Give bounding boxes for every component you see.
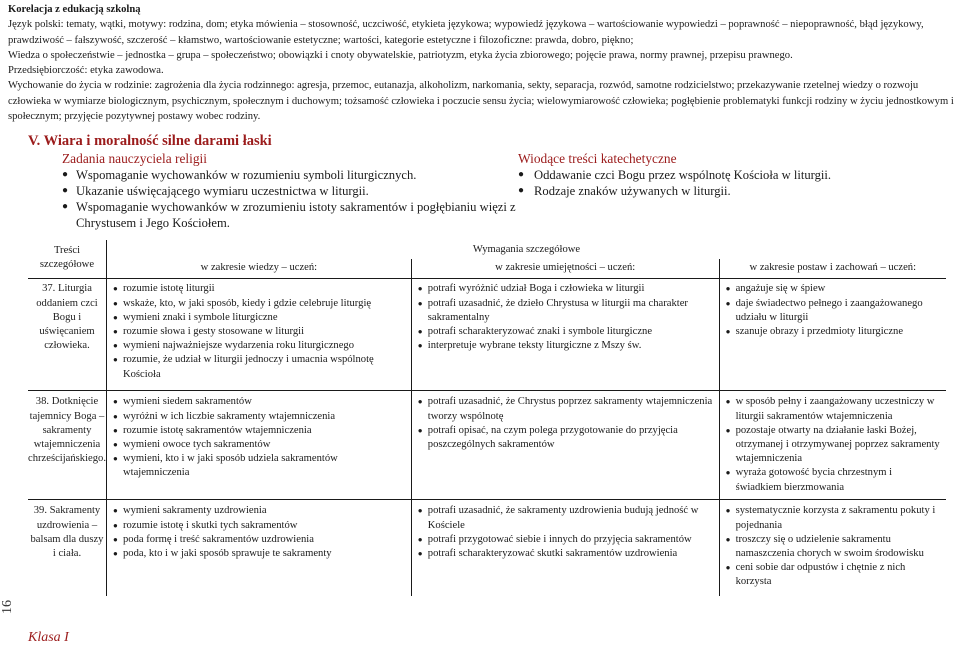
- topic-header: [28, 240, 106, 279]
- list-item: ● rozumie, że udział w liturgii jednoczy i umacnia wspólnotę Kościoła: [113, 353, 405, 381]
- section-columns: [28, 150, 948, 231]
- table-header-row-2: [28, 259, 946, 279]
- list-item: ● wyróżni w ich liczbie sakramenty wtajemniczenia: [113, 410, 405, 424]
- attitudes-list: [726, 395, 940, 494]
- section-title: V. Wiara i moralność silne darami łaski: [28, 133, 272, 149]
- list-item: ● interpretuje wybrane teksty liturgiczne z Mszy św.: [418, 339, 713, 353]
- enterprise-correlation: Przedsiębiorczość: etyka zawodowa.: [8, 65, 164, 77]
- topic-text: 37. Liturgia oddaniem czci Bogu i uświęcaniem człowieka.: [36, 283, 98, 352]
- list-item: ● wymieni znaki i symbole liturgiczne: [113, 311, 405, 325]
- list-item: ● potrafi scharakteryzować skutki sakramentów uzdrowienia: [418, 547, 713, 561]
- list-item: ● pozostaje otwarty na działanie łaski Bożej, otrzymanej i otrzymywanej poprzez sakramenty wtajemniczenia: [726, 424, 940, 467]
- topic-text: 39. Sakramenty uzdrowienia – balsam dla duszy i ciała.: [30, 505, 104, 560]
- list-item: ● systematycznie korzysta z sakramentu pokuty i pojednania: [726, 504, 940, 532]
- attitudes-header: w zakresie postaw i zachowań – uczeń:: [719, 259, 946, 279]
- topic-cell: [28, 279, 106, 391]
- table-row: [28, 391, 946, 500]
- table-row: [28, 279, 946, 391]
- knowledge-list: [113, 504, 405, 561]
- knowledge-header: w zakresie wiedzy – uczeń:: [106, 259, 411, 279]
- tasks-column: [28, 150, 518, 231]
- skills-cell: [411, 500, 719, 597]
- knowledge-cell: [106, 500, 411, 597]
- list-item: ● potrafi uzasadnić, że Chrystus poprzez sakramenty wtajemniczenia tworzy wspólnotę: [418, 395, 713, 423]
- skills-header: w zakresie umiejętności – uczeń:: [411, 259, 719, 279]
- list-item: ● angażuje się w śpiew: [726, 282, 940, 296]
- attitudes-list: [726, 504, 940, 589]
- correlation-block: [8, 2, 958, 124]
- list-item: ● szanuje obrazy i przedmioty liturgiczne: [726, 325, 940, 339]
- list-item: ● troszczy się o udzielenie sakramentu namaszczenia chorych w swoim środowisku: [726, 533, 940, 561]
- tasks-heading: Zadania nauczyciela religii: [62, 151, 207, 166]
- list-item: ● wymieni sakramenty uzdrowienia: [113, 504, 405, 518]
- contents-column: [518, 150, 948, 231]
- table-header-row-1: [28, 240, 946, 259]
- topic-text: 38. Dotknięcie tajemnicy Boga – sakramenty wtajemniczenia chrześcijańskiego.: [28, 396, 106, 465]
- list-item: ● wymieni siedem sakramentów: [113, 395, 405, 409]
- list-item: ● rozumie istotę liturgii: [113, 282, 405, 296]
- knowledge-list: [113, 395, 405, 480]
- class-label: Klasa I: [28, 630, 69, 645]
- attitudes-cell: [719, 279, 946, 391]
- list-item: ● ceni sobie dar odpustów i chętnie z nich korzysta: [726, 561, 940, 589]
- skills-list: [418, 282, 713, 353]
- contents-heading: Wiodące treści katechetyczne: [518, 151, 677, 166]
- page-number: 16: [0, 600, 15, 614]
- list-item: ● poda formę i treść sakramentów uzdrowienia: [113, 533, 405, 547]
- task-item: ● Wspomaganie wychowanków w rozumieniu symboli liturgicznych.: [62, 167, 518, 183]
- requirements-table: [28, 240, 946, 596]
- list-item: ● w sposób pełny i zaangażowany uczestniczy w liturgii sakramentów wtajemniczenia: [726, 395, 940, 423]
- family-correlation: Wychowanie do życia w rodzinie: zagrożenia dla życia rodzinnego: agresja, przemoc, eutanazja, alkoholizm, narkomania, sekty, separacja, rozwód, samotne rodzicielstwo; przekazywanie rzetelnej wiedzy o rozwoju człowieka w wymiarze biologicznym, psychicznym, społecznym i duchowym; tożsamość człowieka i poczucie sensu życia; wielowymiarowość człowieka; pogłębienie problematyki funkcji rodziny w życiu jednostkowym i społecznym; przyjęcie pozytywnej postawy wobec rodziny.: [8, 80, 954, 123]
- list-item: ● daje świadectwo pełnego i zaangażowanego udziału w liturgii: [726, 297, 940, 325]
- list-item: ● potrafi uzasadnić, że sakramenty uzdrowienia budują jedność w Kościele: [418, 504, 713, 532]
- topic-cell: [28, 391, 106, 500]
- list-item: ● wymieni najważniejsze wydarzenia roku liturgicznego: [113, 339, 405, 353]
- list-item: ● potrafi opisać, na czym polega przygotowanie do przyjęcia poszczególnych sakramentów: [418, 424, 713, 452]
- knowledge-cell: [106, 391, 411, 500]
- list-item: ● potrafi scharakteryzować znaki i symbole liturgiczne: [418, 325, 713, 339]
- topic-cell: [28, 500, 106, 597]
- knowledge-list: [113, 282, 405, 381]
- list-item: ● rozumie istotę i skutki tych sakramentów: [113, 519, 405, 533]
- correlation-title: Korelacja z edukacją szkolną: [8, 4, 141, 15]
- attitudes-cell: [719, 391, 946, 500]
- skills-list: [418, 504, 713, 561]
- list-item: ● wyraża gotowość bycia chrzestnym i świadkiem bierzmowania: [726, 466, 940, 494]
- skills-cell: [411, 391, 719, 500]
- skills-list: [418, 395, 713, 452]
- requirements-header: Wymagania szczegółowe: [106, 240, 946, 259]
- list-item: ● wymieni owoce tych sakramentów: [113, 438, 405, 452]
- society-correlation: Wiedza o społeczeństwie – jednostka – grupa – społeczeństwo; obowiązki i cnoty obywatelskie, patriotyzm, etyka życia zbiorowego; pojęcie prawa, normy prawnej, przepisu prawnego.: [8, 49, 793, 61]
- section-block: [28, 133, 948, 231]
- polish-correlation: Język polski: tematy, wątki, motywy: rodzina, dom; etyka mówienia – stosowność, uczciwość, etykieta językowa; wypowiedź językowa – wartościowanie wypowiedzi – poprawność – niepoprawność, błąd językowy, prawdziwość – fałszywość, szczerość – kłamstwo, wartościowanie estetyczne; wartości, kategorie estetyczne i filozoficzne: prawda, dobro, piękno;: [8, 19, 924, 46]
- attitudes-cell: [719, 500, 946, 597]
- list-item: ● rozumie słowa i gesty stosowane w liturgii: [113, 325, 405, 339]
- content-item: ● Oddawanie czci Bogu przez wspólnotę Kościoła w liturgii.: [518, 167, 948, 183]
- list-item: ● wskaże, kto, w jaki sposób, kiedy i gdzie celebruje liturgię: [113, 297, 405, 311]
- list-item: ● rozumie istotę sakramentów wtajemniczenia: [113, 424, 405, 438]
- topic-header-text: Treści szczegółowe: [39, 245, 95, 271]
- tasks-list: [62, 167, 518, 231]
- list-item: ● potrafi uzasadnić, że dzieło Chrystusa w liturgii ma charakter sakramentalny: [418, 297, 713, 325]
- contents-list: [518, 167, 948, 199]
- task-item: ● Wspomaganie wychowanków w zrozumieniu istoty sakramentów i pogłębianiu więzi z Chrystusem i Jego Kościołem.: [62, 199, 518, 231]
- attitudes-list: [726, 282, 940, 339]
- list-item: ● potrafi przygotować siebie i innych do przyjęcia sakramentów: [418, 533, 713, 547]
- list-item: ● wymieni, kto i w jaki sposób udziela sakramentów wtajemniczenia: [113, 452, 405, 480]
- skills-cell: [411, 279, 719, 391]
- knowledge-cell: [106, 279, 411, 391]
- list-item: ● potrafi wyróżnić udział Boga i człowieka w liturgii: [418, 282, 713, 296]
- content-item: ● Rodzaje znaków używanych w liturgii.: [518, 183, 948, 199]
- task-item: ● Ukazanie uświęcającego wymiaru uczestnictwa w liturgii.: [62, 183, 518, 199]
- table-row: [28, 500, 946, 597]
- list-item: ● poda, kto i w jaki sposób sprawuje te sakramenty: [113, 547, 405, 561]
